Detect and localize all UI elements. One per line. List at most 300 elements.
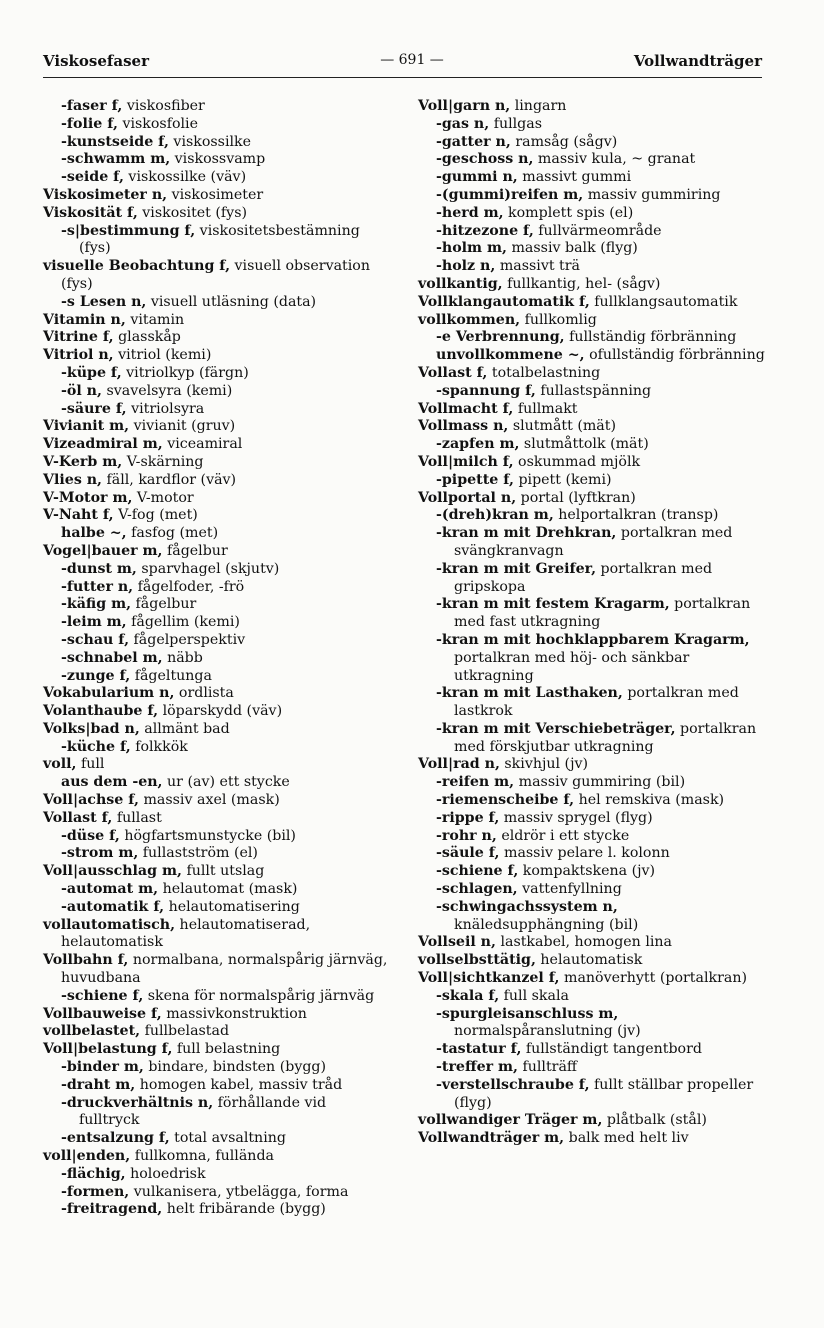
dictionary-entry — [43, 579, 391, 597]
entry-definition: massivt gummi — [517, 169, 632, 186]
entry-headword: -gatter n, — [436, 133, 511, 150]
entry-headword: -kran m mit Lasthaken, — [436, 685, 623, 702]
entry-headword: Voll|sichtkanzel f, — [418, 970, 560, 987]
entry-definition: helautomatisk — [535, 952, 643, 969]
entry-headword: -rippe f, — [436, 809, 500, 826]
dictionary-entry — [418, 116, 766, 134]
dictionary-entry — [418, 1112, 766, 1130]
entry-headword: Vizeadmiral m, — [43, 436, 163, 453]
dictionary-entry — [43, 1006, 391, 1024]
dictionary-entry — [43, 668, 391, 686]
entry-headword: -entsalzung f, — [61, 1130, 170, 1147]
entry-definition: ramsåg (sågv) — [510, 133, 618, 150]
right-column — [418, 98, 766, 1148]
dictionary-entry — [418, 952, 766, 970]
entry-definition: fullt utslag — [181, 863, 265, 880]
dictionary-entry — [43, 1201, 391, 1219]
entry-definition: V-skärning — [122, 453, 204, 470]
entry-definition: portalkran med höj- och sänkbar utkragning — [454, 649, 690, 684]
entry-definition: vitriolsyra — [126, 400, 205, 417]
dictionary-entry — [43, 917, 391, 953]
entry-definition: portal (lyftkran) — [516, 489, 636, 506]
entry-definition: fågelperspektiv — [129, 631, 246, 648]
entry-definition: V-fog (met) — [113, 507, 198, 524]
entry-headword: Viskosimeter n, — [43, 186, 168, 203]
entry-definition: vulkanisera, ytbelägga, forma — [129, 1183, 349, 1200]
entry-headword: unvollkommene ~, — [436, 347, 585, 364]
entry-definition: holoedrisk — [125, 1165, 206, 1182]
entry-definition: fågellim (kemi) — [126, 614, 240, 631]
entry-headword: -geschoss n, — [436, 151, 534, 168]
entry-headword: -kunstseide f, — [61, 133, 169, 150]
entry-headword: -säure f, — [61, 400, 127, 417]
entry-definition: kompaktskena (jv) — [518, 863, 656, 880]
dictionary-entry — [43, 383, 391, 401]
dictionary-entry — [43, 1148, 391, 1166]
entry-definition: full belastning — [172, 1041, 281, 1058]
entry-definition: näbb — [162, 649, 203, 666]
entry-definition: fäll, kardflor (väv) — [102, 471, 237, 488]
entry-headword: Vivianit m, — [43, 418, 130, 435]
entry-headword: V-Motor m, — [43, 489, 133, 506]
dictionary-entry — [43, 134, 391, 152]
entry-definition: viceamiral — [162, 436, 243, 453]
entry-headword: -zapfen m, — [436, 436, 520, 453]
dictionary-entry — [43, 1166, 391, 1184]
entry-headword: -folie f, — [61, 115, 118, 132]
dictionary-entry — [418, 383, 766, 401]
entry-definition: lingarn — [510, 98, 567, 114]
entry-definition: fullastspänning — [535, 382, 652, 399]
entry-headword: Vlies n, — [43, 471, 102, 488]
entry-headword: voll, — [43, 756, 77, 773]
dictionary-entry — [418, 205, 766, 223]
entry-headword: halbe ~, — [61, 525, 127, 542]
dictionary-entry — [418, 401, 766, 419]
dictionary-entry — [418, 881, 766, 899]
dictionary-entry — [43, 1059, 391, 1077]
dictionary-entry — [43, 756, 391, 774]
entry-headword: -öl n, — [61, 382, 102, 399]
dictionary-entry — [43, 329, 391, 347]
dictionary-entry — [418, 525, 766, 561]
entry-headword: -treffer m, — [436, 1059, 518, 1076]
entry-headword: vollkommen, — [418, 311, 521, 328]
entry-definition: knäledsupphängning (bil) — [454, 916, 639, 933]
dictionary-entry — [418, 845, 766, 863]
dictionary-entry — [43, 347, 391, 365]
dictionary-entry — [418, 596, 766, 632]
left-column — [43, 98, 391, 1219]
entry-headword: -holz n, — [436, 258, 496, 275]
entry-headword: -spannung f, — [436, 382, 536, 399]
dictionary-entry — [418, 561, 766, 597]
entry-definition: visuell observation (fys) — [61, 258, 370, 292]
dictionary-entry — [43, 596, 391, 614]
entry-definition: eldrör i ett stycke — [496, 827, 630, 844]
dictionary-entry — [43, 685, 391, 703]
entry-definition: total avsaltning — [169, 1130, 286, 1147]
entry-definition: högfartsmunstycke (bil) — [119, 827, 296, 844]
dictionary-entry — [43, 187, 391, 205]
dictionary-entry — [418, 899, 766, 935]
dictionary-entry — [418, 828, 766, 846]
dictionary-entry — [43, 454, 391, 472]
entry-headword: vollselbsttätig, — [418, 952, 536, 969]
entry-headword: Vollmass n, — [418, 418, 509, 435]
entry-headword: V-Kerb m, — [43, 453, 123, 470]
entry-headword: -zunge f, — [61, 667, 131, 684]
running-head-left: Viskosefaser — [43, 52, 149, 70]
dictionary-entry — [418, 685, 766, 721]
entry-definition: fullkomna, fullända — [130, 1148, 274, 1165]
entry-headword: -gas n, — [436, 115, 490, 132]
dictionary-entry — [43, 650, 391, 668]
dictionary-entry — [418, 721, 766, 757]
entry-headword: -leim m, — [61, 614, 127, 631]
dictionary-entry — [418, 1077, 766, 1113]
entry-definition: helautomatiserad, helautomatisk — [61, 916, 311, 951]
dictionary-entry — [418, 1059, 766, 1077]
entry-definition: ordlista — [174, 685, 234, 702]
entry-headword: -(gummi)reifen m, — [436, 186, 584, 203]
entry-definition: massiv axel (mask) — [138, 792, 280, 809]
entry-headword: Voll|ausschlag m, — [43, 863, 182, 880]
dictionary-entry — [418, 98, 766, 116]
dictionary-entry — [418, 223, 766, 241]
entry-definition: lastkabel, homogen lina — [495, 934, 672, 951]
entry-definition: portalkran med lastkrok — [454, 685, 739, 720]
dictionary-entry — [43, 1130, 391, 1148]
entry-headword: -automatik f, — [61, 898, 165, 915]
entry-definition: sparvhagel (skjutv) — [136, 560, 280, 577]
entry-definition: viskositetsbestämning (fys) — [79, 222, 360, 257]
dictionary-entry — [43, 116, 391, 134]
entry-headword: -e Verbrennung, — [436, 329, 565, 346]
entry-definition: fullständig förbränning — [564, 329, 737, 346]
entry-definition: fullträff — [517, 1059, 577, 1076]
dictionary-entry — [43, 98, 391, 116]
entry-definition: normalbana, normalspårig järnväg, huvudbana — [61, 952, 388, 987]
entry-headword: -schwamm m, — [61, 151, 171, 168]
entry-definition: slutmåttolk (mät) — [519, 436, 649, 453]
dictionary-entry — [43, 952, 391, 988]
entry-headword: -tastatur f, — [436, 1041, 522, 1058]
entry-definition: massivt trä — [495, 258, 581, 275]
entry-definition: vitriolkyp (färgn) — [121, 364, 249, 381]
dictionary-entry — [43, 828, 391, 846]
dictionary-entry — [43, 205, 391, 223]
dictionary-entry — [43, 1041, 391, 1059]
entry-headword: Vollseil n, — [418, 934, 496, 951]
entry-headword: -dunst m, — [61, 560, 137, 577]
entry-definition: fullkantig, hel- (sågv) — [502, 275, 661, 292]
entry-definition: vattenfyllning — [517, 881, 622, 898]
entry-headword: -schlagen, — [436, 881, 518, 898]
dictionary-entry — [43, 1184, 391, 1202]
entry-definition: bindare, bindsten (bygg) — [143, 1059, 327, 1076]
entry-definition: slutmått (mät) — [508, 418, 617, 435]
entry-headword: Viskosität f, — [43, 204, 138, 221]
entry-headword: -seide f, — [61, 169, 124, 186]
dictionary-entry — [43, 543, 391, 561]
entry-definition: homogen kabel, massiv tråd — [135, 1076, 343, 1093]
entry-headword: -kran m mit Drehkran, — [436, 525, 617, 542]
entry-definition: vitriol (kemi) — [113, 347, 212, 364]
dictionary-entry — [418, 240, 766, 258]
entry-headword: Volks|bad n, — [43, 720, 140, 737]
entry-definition: massivkonstruktion — [161, 1005, 307, 1022]
dictionary-entry — [418, 1006, 766, 1042]
entry-definition: fasfog (met) — [126, 525, 219, 542]
entry-definition: viskosfolie — [117, 115, 198, 132]
entry-headword: -flächig, — [61, 1165, 126, 1182]
entry-definition: fullklangsautomatik — [589, 293, 738, 310]
entry-definition: vitamin — [125, 311, 185, 328]
entry-headword: V-Naht f, — [43, 507, 114, 524]
entry-definition: fullkomlig — [520, 311, 597, 328]
entry-definition: fågelbur — [131, 596, 197, 613]
dictionary-entry — [43, 418, 391, 436]
entry-definition: portalkran med fast utkragning — [454, 596, 751, 631]
entry-definition: massiv balk (flyg) — [506, 240, 638, 257]
entry-headword: vollwandiger Träger m, — [418, 1112, 603, 1129]
entry-definition: helautomatisering — [164, 898, 300, 915]
entry-definition: fågelbur — [162, 542, 228, 559]
dictionary-entry — [43, 1095, 391, 1131]
entry-definition: totalbelastning — [487, 364, 601, 381]
dictionary-entry — [418, 347, 766, 365]
entry-headword: Vokabularium n, — [43, 685, 175, 702]
dictionary-entry — [43, 223, 391, 259]
dictionary-entry — [43, 703, 391, 721]
header-rule — [43, 77, 762, 78]
entry-definition: balk med helt liv — [564, 1130, 689, 1147]
entry-definition: vivianit (gruv) — [129, 418, 236, 435]
dictionary-entry — [43, 899, 391, 917]
dictionary-entry — [418, 312, 766, 330]
dictionary-entry — [418, 329, 766, 347]
dictionary-entry — [418, 454, 766, 472]
entry-definition: massiv gummiring (bil) — [514, 774, 686, 791]
entry-definition: svavelsyra (kemi) — [101, 382, 233, 399]
dictionary-entry — [418, 187, 766, 205]
dictionary-entry — [43, 401, 391, 419]
dictionary-entry — [43, 312, 391, 330]
entry-definition: hel remskiva (mask) — [574, 792, 725, 809]
entry-headword: -schnabel m, — [61, 649, 163, 666]
entry-headword: -s|bestimmung f, — [61, 222, 196, 239]
entry-definition: full — [76, 756, 105, 773]
entry-headword: Vollportal n, — [418, 489, 517, 506]
dictionary-entry — [43, 632, 391, 650]
entry-headword: Vitamin n, — [43, 311, 126, 328]
entry-headword: -kran m mit festem Kragarm, — [436, 596, 670, 613]
entry-definition: massiv pelare l. kolonn — [499, 845, 670, 862]
entry-headword: -kran m mit Verschiebeträger, — [436, 720, 676, 737]
entry-definition: glasskåp — [113, 329, 181, 346]
dictionary-entry — [418, 507, 766, 525]
entry-headword: -draht m, — [61, 1076, 136, 1093]
entry-definition: massiv gummiring — [583, 186, 721, 203]
entry-headword: Vollbahn f, — [43, 952, 129, 969]
entry-definition: skivhjul (jv) — [499, 756, 589, 773]
dictionary-entry — [418, 1041, 766, 1059]
dictionary-entry — [418, 774, 766, 792]
entry-definition: massiv sprygel (flyg) — [499, 809, 653, 826]
entry-definition: fullgas — [489, 115, 542, 132]
entry-headword: Vollwandträger m, — [418, 1130, 565, 1147]
entry-definition: ofullständig förbränning — [584, 347, 765, 364]
entry-headword: -verstellschraube f, — [436, 1076, 590, 1093]
entry-headword: vollautomatisch, — [43, 916, 176, 933]
dictionary-entry — [418, 365, 766, 383]
entry-definition: viskossvamp — [170, 151, 266, 168]
entry-definition: ur (av) ett stycke — [162, 774, 290, 791]
entry-headword: -küpe f, — [61, 364, 122, 381]
page-number: — 691 — — [380, 52, 444, 68]
entry-headword: -düse f, — [61, 827, 120, 844]
entry-headword: -säule f, — [436, 845, 500, 862]
entry-definition: fullastström (el) — [138, 845, 258, 862]
dictionary-entry — [418, 294, 766, 312]
dictionary-entry — [43, 169, 391, 187]
dictionary-entry — [43, 365, 391, 383]
entry-headword: -s Lesen n, — [61, 293, 147, 310]
entry-definition: oskummad mjölk — [513, 453, 641, 470]
dictionary-entry — [43, 721, 391, 739]
dictionary-entry — [43, 881, 391, 899]
entry-definition: normalspåranslutning (jv) — [454, 1023, 641, 1040]
dictionary-entry — [418, 169, 766, 187]
entry-definition: fullmakt — [513, 400, 578, 417]
entry-definition: skena för normalspårig järnväg — [143, 987, 375, 1004]
entry-definition: viskossilke (väv) — [123, 169, 247, 186]
entry-headword: Vogel|bauer m, — [43, 542, 163, 559]
entry-definition: folkkök — [130, 738, 188, 755]
dictionary-entry — [418, 276, 766, 294]
dictionary-entry — [43, 472, 391, 490]
entry-headword: -kran m mit Greifer, — [436, 560, 597, 577]
entry-headword: -(dreh)kran m, — [436, 507, 554, 524]
entry-definition: V-motor — [132, 489, 194, 506]
dictionary-entry — [418, 756, 766, 774]
entry-headword: -hitzezone f, — [436, 222, 534, 239]
entry-definition: helportalkran (transp) — [553, 507, 719, 524]
entry-headword: -skala f, — [436, 987, 500, 1004]
entry-headword: visuelle Beobachtung f, — [43, 258, 231, 275]
entry-definition: portalkran med svängkranvagn — [454, 525, 733, 559]
entry-headword: -schiene f, — [61, 987, 144, 1004]
dictionary-entry — [43, 507, 391, 525]
dictionary-entry — [43, 863, 391, 881]
entry-headword: Vollast f, — [43, 809, 113, 826]
entry-definition: visuell utläsning (data) — [146, 293, 317, 310]
entry-headword: aus dem -en, — [61, 774, 163, 791]
entry-definition: viskositet (fys) — [137, 204, 248, 221]
entry-definition: fullast — [112, 809, 162, 826]
entry-headword: -holm m, — [436, 240, 507, 257]
dictionary-entry — [43, 845, 391, 863]
entry-headword: Vollmacht f, — [418, 400, 514, 417]
dictionary-entry — [418, 934, 766, 952]
dictionary-entry — [43, 810, 391, 828]
dictionary-entry — [43, 525, 391, 543]
entry-headword: Vollklangautomatik f, — [418, 293, 590, 310]
entry-headword: voll|enden, — [43, 1148, 131, 1165]
entry-headword: -riemenscheibe f, — [436, 792, 575, 809]
dictionary-entry — [418, 810, 766, 828]
entry-definition: manöverhytt (portalkran) — [559, 970, 747, 987]
dictionary-entry — [43, 490, 391, 508]
entry-headword: -gummi n, — [436, 169, 518, 186]
dictionary-entry — [418, 970, 766, 988]
entry-headword: Volanthaube f, — [43, 703, 159, 720]
running-head-right: Vollwandträger — [633, 52, 762, 70]
dictionary-entry — [43, 614, 391, 632]
entry-definition: plåtbalk (stål) — [602, 1112, 707, 1129]
entry-headword: -küche f, — [61, 738, 131, 755]
entry-headword: Voll|belastung f, — [43, 1041, 173, 1058]
entry-headword: -schwingachssystem n, — [436, 898, 618, 915]
entry-headword: -spurgleisanschluss m, — [436, 1005, 619, 1022]
entry-definition: viskosfiber — [122, 98, 205, 114]
dictionary-entry — [418, 988, 766, 1006]
entry-headword: -futter n, — [61, 578, 134, 595]
dictionary-entry — [43, 436, 391, 454]
entry-headword: Voll|garn n, — [418, 98, 511, 114]
dictionary-entry — [418, 1130, 766, 1148]
entry-headword: -binder m, — [61, 1059, 144, 1076]
entry-headword: -rohr n, — [436, 827, 497, 844]
dictionary-entry — [43, 151, 391, 169]
dictionary-entry — [418, 258, 766, 276]
entry-headword: -druckverhältnis n, — [61, 1094, 214, 1111]
entry-definition: fullständigt tangentbord — [521, 1041, 702, 1058]
entry-headword: Voll|rad n, — [418, 756, 500, 773]
dictionary-entry — [43, 1077, 391, 1095]
dictionary-entry — [418, 632, 766, 685]
entry-definition: fullt ställbar propeller (flyg) — [454, 1076, 754, 1111]
entry-definition: fullbelastad — [140, 1023, 230, 1040]
dictionary-entry — [418, 134, 766, 152]
dictionary-entry — [418, 490, 766, 508]
entry-headword: -reifen m, — [436, 774, 515, 791]
entry-headword: -faser f, — [61, 98, 123, 114]
entry-definition: pipett (kemi) — [513, 471, 612, 488]
dictionary-entry — [43, 988, 391, 1006]
entry-definition: förhållande vid fulltryck — [79, 1094, 327, 1129]
dictionary-entry — [418, 151, 766, 169]
dictionary-entry — [43, 1023, 391, 1041]
entry-definition: komplett spis (el) — [503, 204, 634, 221]
entry-headword: -herd m, — [436, 204, 504, 221]
entry-headword: vollkantig, — [418, 275, 503, 292]
dictionary-entry — [418, 418, 766, 436]
entry-headword: Vollbauweise f, — [43, 1005, 162, 1022]
dictionary-entry — [43, 739, 391, 757]
entry-definition: viskosimeter — [167, 186, 264, 203]
entry-headword: Vitrine f, — [43, 329, 114, 346]
entry-definition: fågeltunga — [130, 667, 212, 684]
entry-definition: portalkran med gripskopa — [454, 560, 713, 595]
dictionary-entry — [418, 472, 766, 490]
dictionary-entry — [43, 792, 391, 810]
dictionary-entry — [418, 792, 766, 810]
entry-definition: fågelfoder, -frö — [133, 578, 245, 595]
entry-headword: Voll|achse f, — [43, 792, 139, 809]
dictionary-entry — [43, 774, 391, 792]
